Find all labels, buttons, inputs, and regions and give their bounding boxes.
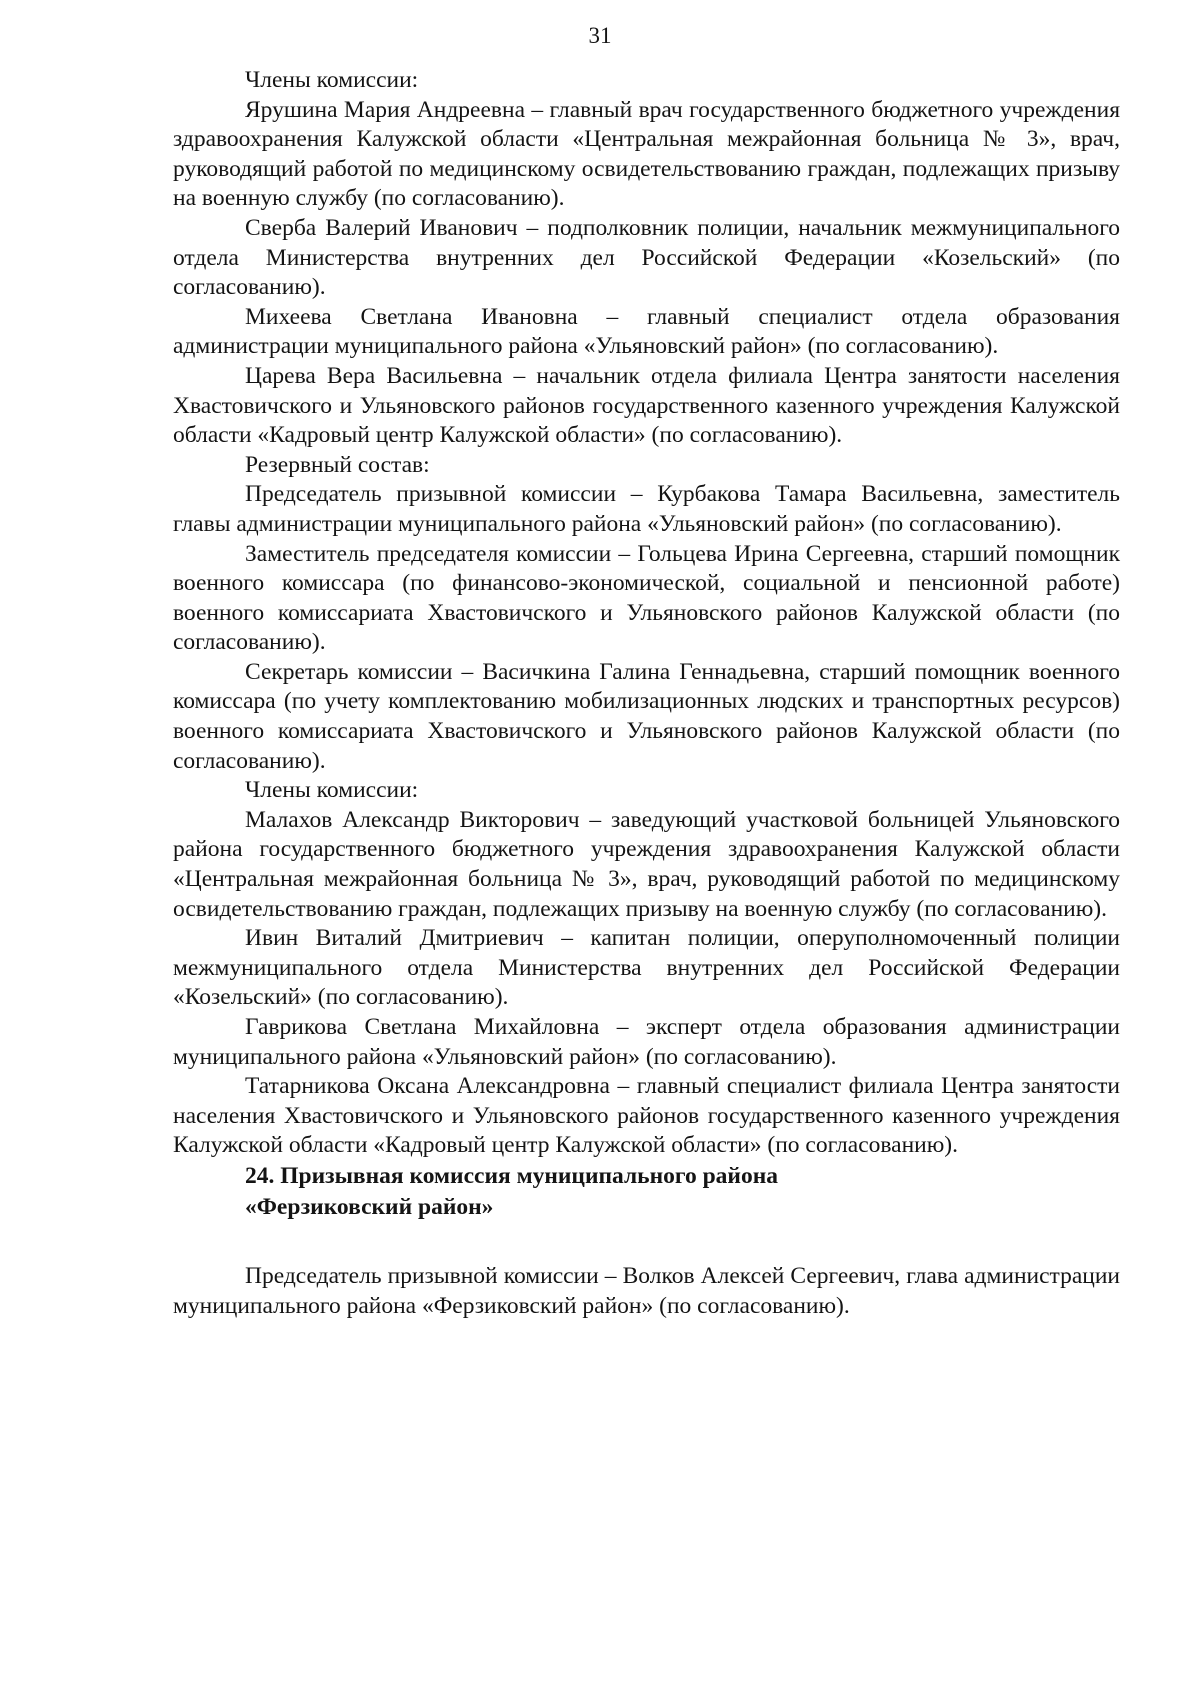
member-entry: Михеева Светлана Ивановна – главный специалист отдела образования администрации муниципального района «Ульяновский район» (по согласованию).: [173, 303, 1120, 360]
reserve-member-entry: Ивин Виталий Дмитриевич – капитан полиции, оперуполномоченный полиции межмуниципального отдела Министерства внутренних дел Российской Федерации «Козельский» (по согласованию).: [173, 925, 1120, 1011]
reserve-secretary: Секретарь комиссии – Васичкина Галина Геннадьевна, старший помощник военного комиссара (по учету комплектованию мобилизационных людских и транспортных ресурсов) военного комиссариата Хвастовичского и Ульяновского районов Калужской области (по согласованию).: [173, 658, 1120, 774]
section-24-heading: [173, 1161, 1120, 1223]
section-24-heading-line1: 24. Призывная комиссия муниципального района: [245, 1162, 778, 1189]
reserve-title: Резервный состав:: [245, 451, 430, 478]
section-24-chairman: Председатель призывной комиссии – Волков Алексей Сергеевич, глава администрации муниципального района «Ферзиковский район» (по согласованию).: [173, 1262, 1120, 1319]
reserve-members-label: Члены комиссии:: [245, 777, 419, 804]
reserve-chairman: Председатель призывной комиссии – Курбакова Тамара Васильевна, заместитель главы администрации муниципального района «Ульяновский район» (по согласованию).: [173, 481, 1120, 537]
members-label: Члены комиссии:: [245, 67, 419, 93]
section-24-heading-line2: «Ферзиковский район»: [245, 1193, 494, 1220]
member-entry: Царева Вера Васильевна – начальник отдела филиала Центра занятости населения Хвастовичского и Ульяновского районов государственного казенного учреждения Калужской области «Кадровый центр Калужской области» (по согласованию).: [173, 362, 1120, 449]
reserve-member-entry: Татарникова Оксана Александровна – главный специалист филиала Центра занятости населения Хвастовичского и Ульяновского районов государственного казенного учреждения Калужской области «Кадровый центр Калужской области» (по согласованию).: [173, 1073, 1120, 1159]
reserve-member-entry: Малахов Александр Викторович – заведующий участковой больницей Ульяновского района государственного бюджетного учреждения здравоохранения Калужской области «Центральная межрайонная больница № 3», врач, руководящий работой по медицинскому освидетельствованию граждан, подлежащих призыву на военную службу (по согласованию).: [173, 806, 1120, 922]
reserve-member-entry: Гаврикова Светлана Михайловна – эксперт отдела образования администрации муниципального района «Ульяновский район» (по согласованию).: [173, 1014, 1120, 1070]
reserve-deputy: Заместитель председателя комиссии – Гольцева Ирина Сергеевна, старший помощник военного комиссара (по финансово-экономической, социальной и пенсионной работе) военного комиссариата Хвастовичского и Ульяновского районов Калужской области (по согласованию).: [173, 540, 1120, 656]
page-number: 31: [588, 23, 612, 48]
member-entry: Сверба Валерий Иванович – подполковник полиции, начальник межмуниципального отдела Министерства внутренних дел Российской Федерации «Козельский» (по согласованию).: [173, 214, 1120, 301]
member-entry: Ярушина Мария Андреевна – главный врач государственного бюджетного учреждения здравоохранения Калужской области «Центральная межрайонная больница № 3», врач, руководящий работой по медицинскому освидетельствованию граждан, подлежащих призыву на военную службу (по согласованию).: [173, 96, 1120, 212]
document-body: [173, 66, 1120, 1321]
